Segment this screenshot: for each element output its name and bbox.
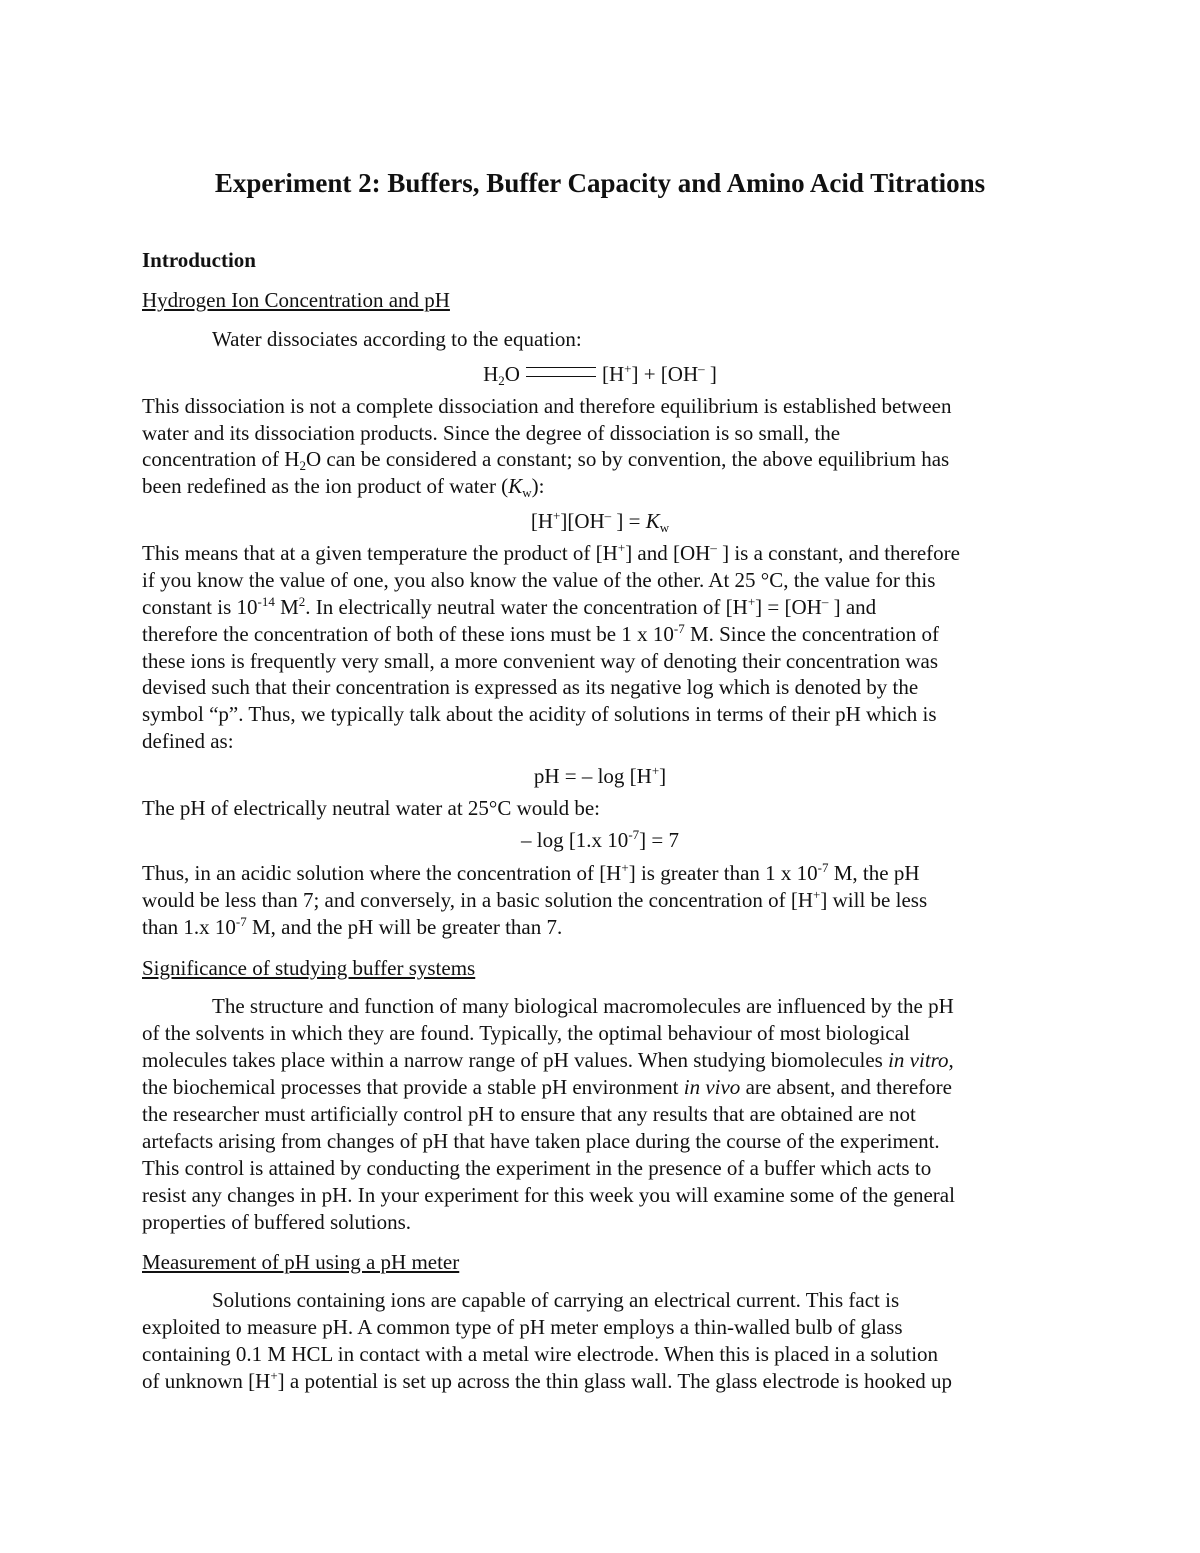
paragraph-line: This control is attained by conducting the experiment in the presence of a buffer which acts to [142,1156,932,1180]
paragraph-line: containing 0.1 M HCL in contact with a metal wire electrode. When this is placed in a solution [142,1342,939,1366]
equation-ph-definition: pH = – log [H+] [533,763,667,788]
equilibrium-arrow-icon [526,367,596,377]
paragraph-line: these ions is frequently very small, a more convenient way of denoting their concentration was [142,649,939,673]
introduction-heading: Introduction [142,248,256,272]
paragraph-line: of the solvents in which they are found. Typically, the optimal behaviour of most biological [142,1021,910,1045]
paragraph-line: This dissociation is not a complete dissociation and therefore equilibrium is established between [142,394,952,418]
paragraph-line: The structure and function of many biological macromolecules are influenced by the pH [212,994,954,1018]
document-title: Experiment 2: Buffers, Buffer Capacity and Amino Acid Titrations [214,168,986,198]
paragraph-line: The pH of electrically neutral water at 25°C would be: [142,796,600,820]
paragraph-line: properties of buffered solutions. [142,1210,412,1234]
paragraph-line: would be less than 7; and conversely, in a basic solution the concentration of [H+] will be less [142,887,928,912]
paragraph-line: symbol “p”. Thus, we typically talk about the acidity of solutions in terms of their pH which is [142,702,937,726]
equation-ion-product: [H+][OH– ] = $K_w$ [530,508,670,535]
paragraph-line: molecules takes place within a narrow range of pH values. When studying biomolecules in vitro, [142,1048,954,1072]
paragraph-line: been redefined as the ion product of water $(K_w)$: [142,474,545,500]
paragraph-line: Thus, in an acidic solution where the concentration of [H+] is greater than 1 x $10^{-7}$ M, the pH [142,860,920,885]
paragraph-line: This means that at a given temperature the product of [H+] and [OH– ] is a constant, and therefore [142,540,960,565]
section-heading-buffer-systems: Significance of studying buffer systems [142,956,476,980]
paragraph-line: the researcher must artificially control pH to ensure that any results that are obtained are not [142,1102,916,1126]
paragraph-line: artefacts arising from changes of pH that have taken place during the course of the experiment. [142,1129,940,1153]
paragraph-line: Water dissociates according to the equation: [212,327,582,351]
section-heading-hydrogen-ion: Hydrogen Ion Concentration and pH [142,288,450,312]
paragraph-line: than 1.x $10^{-7}$ M, and the pH will be greater than 7. [142,914,563,939]
paragraph-line: resist any changes in pH. In your experiment for this week you will examine some of the general [142,1183,955,1207]
paragraph-line: constant is $10^{-14}$ $M^2$. In electrically neutral water the concentration of [H+] = [OH– ] and [142,594,877,619]
paragraph-line: Solutions containing ions are capable of carrying an electrical current. This fact is [212,1288,900,1312]
paragraph-line: therefore the concentration of both of these ions must be 1 x $10^{-7}$ M. Since the concentration of [142,621,939,646]
paragraph-line: devised such that their concentration is expressed as its negative log which is denoted by the [142,675,919,699]
paragraph-line: if you know the value of one, you also know the value of the other. At 25 °C, the value for this [142,568,936,592]
paragraph-line: the biochemical processes that provide a stable pH environment in vivo are absent, and therefore [142,1075,952,1099]
paragraph-line: defined as: [142,729,234,753]
paragraph-line: concentration of $H_2O$ can be considered a constant; so by convention, the above equilibrium has [142,447,950,473]
paragraph-line: of unknown [H+] a potential is set up across the thin glass wall. The glass electrode is hooked up [142,1368,953,1393]
section-heading-ph-meter: Measurement of pH using a pH meter [142,1250,460,1274]
equation-water-dissociation: $H_2O$ [H+] + [OH– ] [483,361,717,388]
paragraph-line: water and its dissociation products. Since the degree of dissociation is so small, the [142,421,841,445]
equation-neutral-ph: – log [1.x $10^{-7}] = 7$ [520,827,679,852]
paragraph-line: exploited to measure pH. A common type of pH meter employs a thin-walled bulb of glass [142,1315,903,1339]
